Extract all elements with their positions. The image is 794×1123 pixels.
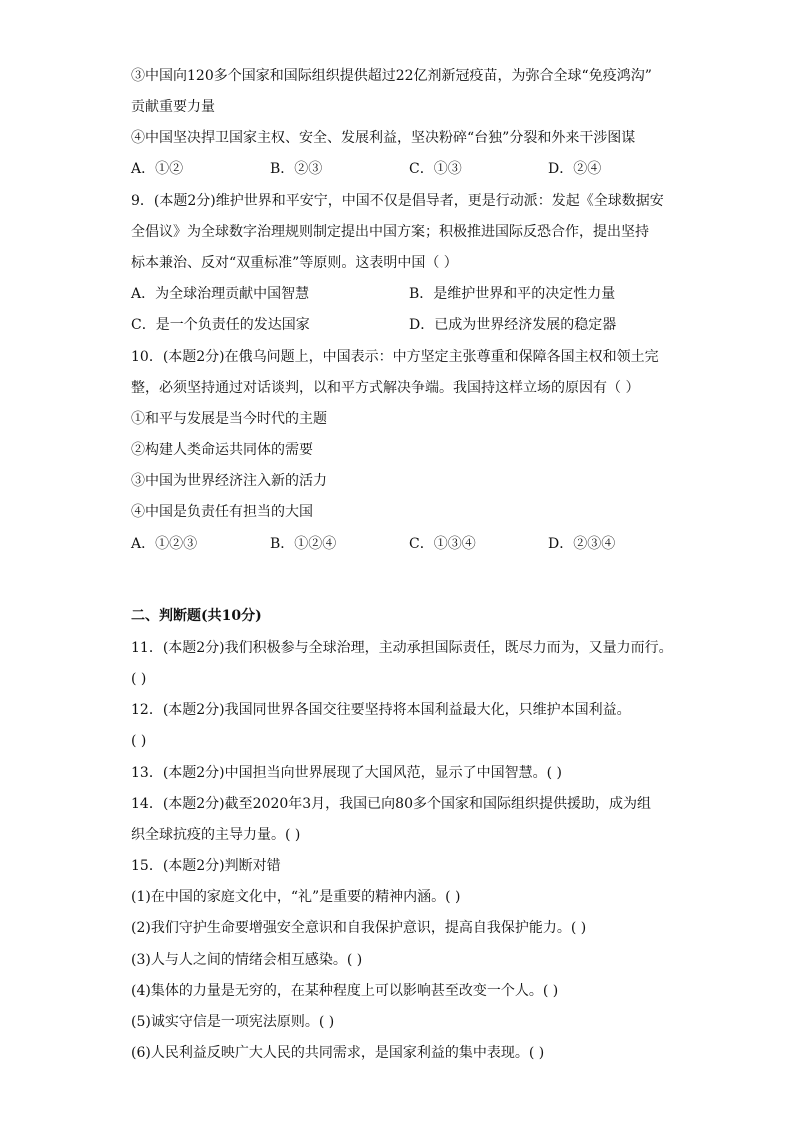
q9-stem-line-1: 9．(本题2分)维护世界和平安宁，中国不仅是倡导者，更是行动派：发起《全球数据安	[131, 193, 664, 209]
q8-item-3-line-2: 贡献重要力量	[131, 99, 215, 115]
q9-option-c[interactable]: C．是一个负责任的发达国家	[131, 317, 310, 333]
q10-item-2: ②构建人类命运共同体的需要	[131, 442, 313, 458]
q15-item-6: (6)人民利益反映广大人民的共同需求，是国家利益的集中表现。( )	[131, 1045, 545, 1061]
q9-stem-line-2: 全倡议》为全球数字治理规则制定提出中国方案；积极推进国际反恐合作，提出坚持	[131, 224, 649, 240]
q15-item-4: (4)集体的力量是无穷的，在某种程度上可以影响甚至改变一个人。( )	[131, 983, 559, 999]
q8-option-d[interactable]: D．②④	[548, 161, 602, 177]
q10-option-d[interactable]: D．②③④	[548, 536, 616, 552]
q9-stem-line-3: 标本兼治、反对“双重标准”等原则。这表明中国（ ）	[131, 255, 458, 271]
q8-item-4: ④中国坚决捍卫国家主权、安全、发展利益，坚决粉碎“台独”分裂和外来干涉图谋	[131, 130, 636, 146]
q10-option-a[interactable]: A．①②③	[131, 536, 198, 552]
q14-stem-line-2: 织全球抗疫的主导力量。( )	[131, 827, 301, 843]
q8-option-c[interactable]: C．①③	[409, 161, 462, 177]
q11-answer-blank[interactable]: ( )	[131, 671, 147, 687]
q12-stem: 12．(本题2分)我国同世界各国交往要坚持将本国利益最大化，只维护本国利益。	[131, 702, 631, 718]
q14-stem-line-1: 14．(本题2分)截至2020年3月，我国已向80多个国家和国际组织提供援助，成为组	[131, 796, 651, 812]
q15-item-5: (5)诚实守信是一项宪法原则。( )	[131, 1014, 335, 1030]
section-title-judgment: 二、判断题(共10分)	[131, 608, 262, 624]
q9-option-d[interactable]: D．已成为世界经济发展的稳定器	[409, 317, 617, 333]
q8-option-a[interactable]: A．①②	[131, 161, 184, 177]
q8-item-3-line-1: ③中国向120多个国家和国际组织提供超过22亿剂新冠疫苗，为弥合全球“免疫鸿沟”	[131, 68, 652, 84]
q10-stem-line-2: 整，必须坚持通过对话谈判，以和平方式解决争端。我国持这样立场的原因有（ ）	[131, 380, 640, 396]
q13-stem: 13．(本题2分)中国担当向世界展现了大国风范，显示了中国智慧。( )	[131, 765, 563, 781]
q10-option-c[interactable]: C．①③④	[409, 536, 476, 552]
q10-option-b[interactable]: B．①②④	[270, 536, 337, 552]
q8-option-b[interactable]: B．②③	[270, 161, 323, 177]
q12-answer-blank[interactable]: ( )	[131, 733, 147, 749]
q9-option-b[interactable]: B．是维护世界和平的决定性力量	[409, 286, 616, 302]
q10-stem-line-1: 10．(本题2分)在俄乌问题上，中国表示：中方坚定主张尊重和保障各国主权和领土完	[131, 349, 659, 365]
q15-item-3: (3)人与人之间的情绪会相互感染。( )	[131, 952, 363, 968]
q15-stem: 15．(本题2分)判断对错	[131, 858, 281, 874]
q15-item-1: (1)在中国的家庭文化中，“礼”是重要的精神内涵。( )	[131, 889, 461, 905]
q15-item-2: (2)我们守护生命要增强安全意识和自我保护意识，提高自我保护能力。( )	[131, 920, 587, 936]
q9-option-a[interactable]: A．为全球治理贡献中国智慧	[131, 286, 310, 302]
q10-item-3: ③中国为世界经济注入新的活力	[131, 473, 327, 489]
q11-stem: 11．(本题2分)我们积极参与全球治理，主动承担国际责任，既尽力而为，又量力而行。	[131, 640, 673, 656]
q10-item-4: ④中国是负责任有担当的大国	[131, 504, 313, 520]
q10-item-1: ①和平与发展是当今时代的主题	[131, 411, 327, 427]
